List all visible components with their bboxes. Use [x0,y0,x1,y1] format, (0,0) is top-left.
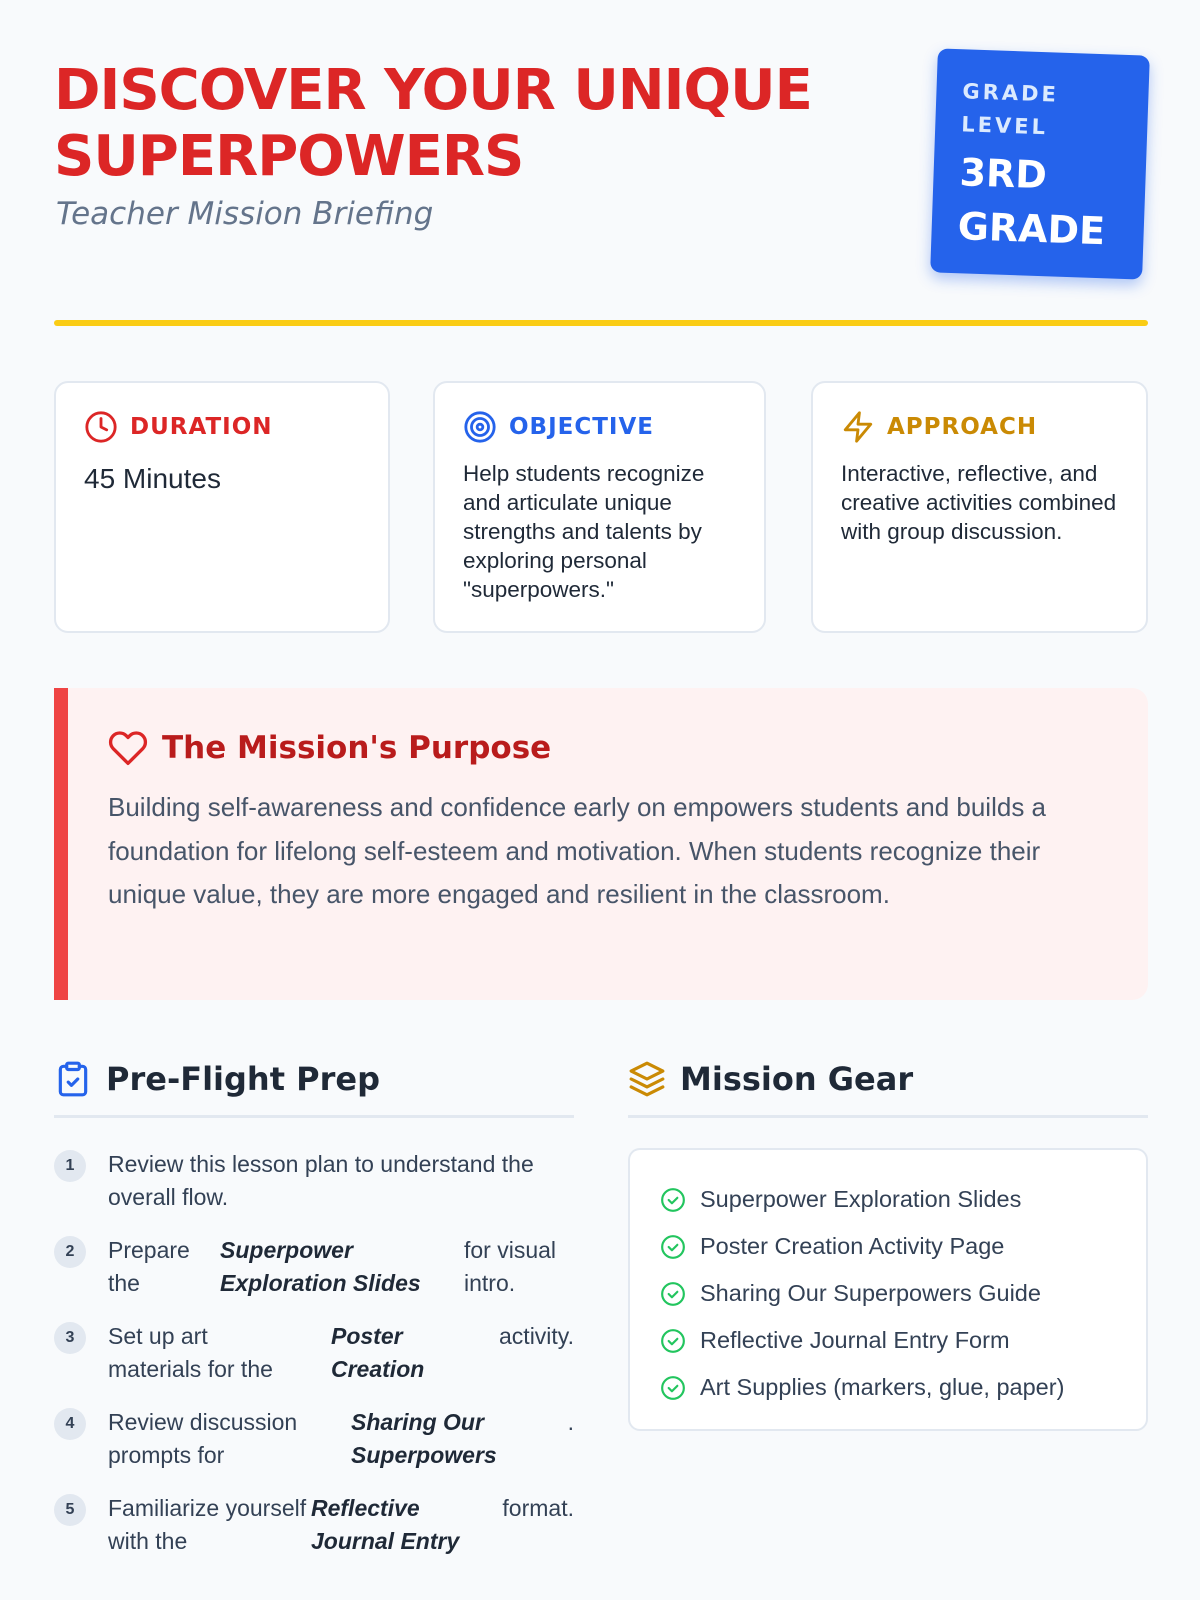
list-item [54,1320,574,1386]
check-circle-icon [660,1375,686,1401]
header [54,58,1148,298]
page-title: DISCOVER YOUR UNIQUE SUPERPOWERS [54,58,812,189]
gear-item-label: Reflective Journal Entry Form [700,1327,1010,1353]
section-title: Mission Gear [680,1059,914,1098]
section-title: Pre-Flight Prep [106,1059,380,1098]
step-text: Set up art materials for the [108,1323,273,1382]
heart-icon [108,728,148,768]
target-icon [463,410,497,444]
purpose-title: The Mission's Purpose [162,730,552,766]
list-item [660,1270,1116,1317]
step-highlight: Superpower Exploration Slides [220,1237,421,1296]
check-circle-icon [660,1187,686,1213]
mission-gear [628,1054,1148,1431]
step-text: format. [502,1495,574,1521]
duration-card [54,381,390,633]
step-text: activity. [499,1323,574,1349]
list-item [54,1492,574,1558]
check-circle-icon [660,1328,686,1354]
list-item [660,1223,1116,1270]
step-number: 1 [54,1150,86,1182]
list-item [660,1364,1116,1411]
list-item [660,1176,1116,1223]
page-subtitle: Teacher Mission Briefing [56,196,434,232]
objective-card [433,381,766,633]
step-text: . [567,1409,574,1435]
check-circle-icon [660,1234,686,1260]
clipboard-check-icon [54,1060,92,1098]
gear-list [628,1148,1148,1431]
check-circle-icon [660,1281,686,1307]
list-item [54,1234,574,1300]
approach-card [811,381,1148,633]
info-cards [54,381,1148,633]
step-number: 4 [54,1408,86,1440]
pre-flight-prep [54,1054,574,1578]
step-text: Prepare the [108,1237,190,1296]
card-body: 45 Minutes [84,463,221,494]
card-title: OBJECTIVE [509,414,654,440]
gear-item-label: Sharing Our Superpowers Guide [700,1280,1041,1306]
prep-list [54,1148,574,1558]
lightning-icon [841,410,875,444]
step-number: 3 [54,1322,86,1354]
layers-icon [628,1060,666,1098]
step-highlight: Reflective Journal Entry [311,1495,460,1554]
grade-label: GRADE LEVEL [960,79,1060,140]
purpose-text: Building self-awareness and confidence early on empowers students and builds a foundation for lifelong self-esteem and motivation. When students recognize their unique value, they are more engaged and resilient in the classroom. [108,792,1047,909]
card-body: Interactive, reflective, and creative activities combined with group discussion. [841,461,1117,544]
grade-badge [930,48,1150,279]
step-highlight: Poster Creation [331,1323,425,1382]
clock-icon [84,410,118,444]
grade-value: 3RD GRADE [957,150,1106,254]
card-title: APPROACH [887,414,1038,440]
step-number: 2 [54,1236,86,1268]
card-body: Help students recognize and articulate unique strengths and talents by exploring personal "superpowers." [463,461,705,602]
step-text: Review discussion prompts for [108,1409,298,1468]
gear-item-label: Superpower Exploration Slides [700,1186,1022,1212]
step-text: Review this lesson plan to understand the overall flow. [108,1151,534,1210]
step-text: for visual intro. [464,1237,557,1296]
gear-item-label: Poster Creation Activity Page [700,1233,1005,1259]
gear-item-label: Art Supplies (markers, glue, paper) [700,1374,1065,1400]
step-highlight: Sharing Our Superpowers [351,1409,497,1468]
mission-purpose [54,688,1148,1000]
step-number: 5 [54,1494,86,1526]
step-text: Familiarize yourself with the [108,1495,307,1554]
card-title: DURATION [130,414,273,440]
list-item [660,1317,1116,1364]
list-item [54,1148,574,1214]
list-item [54,1406,574,1472]
header-divider [54,320,1148,326]
